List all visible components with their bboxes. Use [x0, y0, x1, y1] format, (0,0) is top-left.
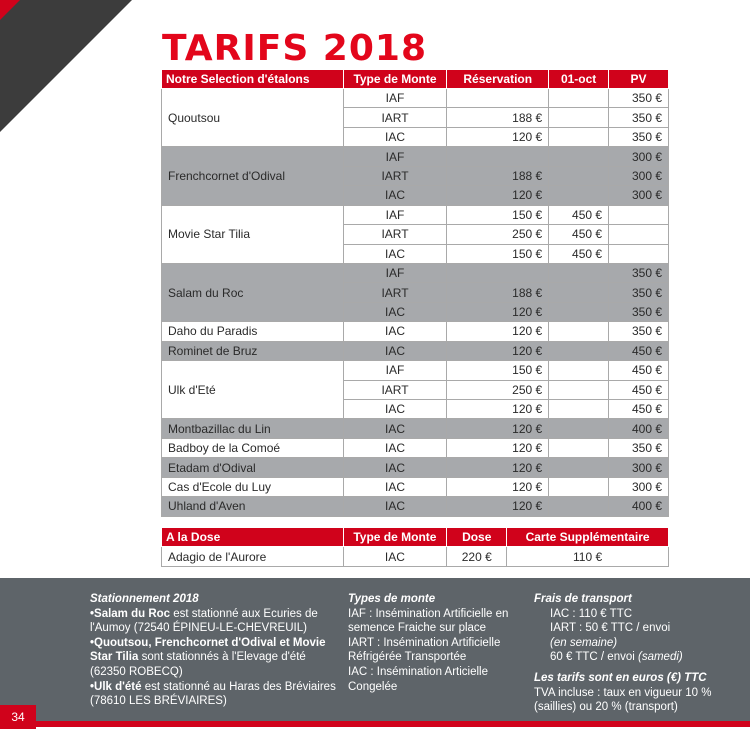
oct-price	[549, 283, 609, 302]
reservation-price: 120 €	[447, 322, 549, 341]
monte-type: IAC	[343, 322, 447, 341]
oct-price	[549, 438, 609, 457]
oct-price	[549, 302, 609, 321]
monte-type: IAF	[343, 89, 447, 108]
reservation-price: 120 €	[447, 186, 549, 205]
reservation-price: 120 €	[447, 341, 549, 360]
reservation-price: 150 €	[447, 244, 549, 263]
stationnement-bold-3: •Ulk d'été	[90, 680, 142, 693]
stallion-name: Frenchcornet d'Odival	[162, 147, 344, 205]
monte-type: IAC	[343, 438, 447, 457]
monte-type: IART	[343, 166, 447, 185]
reservation-price: 120 €	[447, 419, 549, 438]
pv-price	[609, 225, 669, 244]
reservation-price: 120 €	[447, 127, 549, 146]
oct-price	[549, 380, 609, 399]
oct-price: 450 €	[549, 205, 609, 224]
monte-type: IAC	[343, 458, 447, 477]
header-stallion: Notre Selection d'étalons	[162, 70, 344, 89]
pv-price: 300 €	[609, 458, 669, 477]
dose-header-carte: Carte Supplémentaire	[507, 528, 669, 547]
oct-price	[549, 458, 609, 477]
dose-row	[162, 547, 669, 567]
reservation-price	[447, 147, 549, 166]
transport-title: Frais de transport	[534, 593, 632, 605]
page-number: 34	[0, 705, 36, 729]
corner-decoration-red	[0, 0, 20, 20]
header-type: Type de Monte	[343, 70, 447, 89]
header-oct: 01-oct	[549, 70, 609, 89]
dose-header-dose: Dose	[447, 528, 507, 547]
oct-price	[549, 127, 609, 146]
table-row	[162, 322, 669, 341]
stallion-name: Cas d'Ecole du Luy	[162, 477, 344, 496]
transport-section	[534, 592, 734, 715]
dose-price: 220 €	[447, 547, 507, 567]
stationnement-text-1: est stationné aux Ecuries de l'Aumoy (72540 ÉPINEU-LE-CHEVREUIL)	[90, 607, 318, 635]
reservation-price: 250 €	[447, 380, 549, 399]
reservation-price: 250 €	[447, 225, 549, 244]
table-row	[162, 147, 669, 166]
reservation-price	[447, 263, 549, 282]
reservation-price: 150 €	[447, 361, 549, 380]
stallion-name: Ulk d'Eté	[162, 361, 344, 419]
reservation-price: 188 €	[447, 108, 549, 127]
pv-price: 300 €	[609, 186, 669, 205]
reservation-price: 120 €	[447, 400, 549, 419]
pv-price: 350 €	[609, 438, 669, 457]
tarifs-table	[161, 69, 669, 517]
footer-info-panel	[0, 578, 750, 721]
table-row	[162, 477, 669, 496]
reservation-price: 150 €	[447, 205, 549, 224]
monte-type: IAC	[343, 419, 447, 438]
pv-price	[609, 205, 669, 224]
table-row	[162, 263, 669, 282]
monte-type: IART	[343, 283, 447, 302]
monte-type: IAF	[343, 147, 447, 166]
transport-saturday-price: 60 € TTC / envoi	[550, 651, 638, 664]
pv-price: 400 €	[609, 497, 669, 516]
reservation-price: 120 €	[447, 438, 549, 457]
stationnement-title: Stationnement 2018	[90, 593, 199, 605]
stallion-name: Quoutsou	[162, 89, 344, 147]
pv-price: 300 €	[609, 166, 669, 185]
oct-price	[549, 166, 609, 185]
transport-weekday: (en semaine)	[550, 636, 618, 649]
dose-header-type: Type de Monte	[343, 528, 447, 547]
table-row	[162, 438, 669, 457]
stallion-name: Etadam d'Odival	[162, 458, 344, 477]
dose-type: IAC	[343, 547, 447, 567]
stationnement-paragraph-3	[90, 680, 340, 709]
types-monte-title: Types de monte	[348, 593, 436, 605]
pv-price: 450 €	[609, 400, 669, 419]
pv-price: 300 €	[609, 147, 669, 166]
pv-price: 350 €	[609, 127, 669, 146]
monte-type: IART	[343, 225, 447, 244]
tarifs-body	[162, 89, 669, 517]
tarifs-header-row	[162, 70, 669, 89]
oct-price: 450 €	[549, 244, 609, 263]
dose-carte: 110 €	[507, 547, 669, 567]
euros-title: Les tarifs sont en euros (€) TTC	[534, 671, 707, 684]
stationnement-section	[90, 592, 340, 709]
pv-price: 350 €	[609, 302, 669, 321]
reservation-price: 120 €	[447, 302, 549, 321]
dose-header-row	[162, 528, 669, 547]
table-row	[162, 361, 669, 380]
stallion-name: Salam du Roc	[162, 263, 344, 321]
header-reservation: Réservation	[447, 70, 549, 89]
pv-price: 350 €	[609, 283, 669, 302]
stationnement-text-2: sont stationnés à l'Elevage d'été (62350 ROBECQ)	[90, 651, 306, 678]
page-title: TARIFS 2018	[162, 28, 427, 69]
oct-price: 450 €	[549, 225, 609, 244]
pv-price: 300 €	[609, 477, 669, 496]
transport-saturday	[534, 650, 734, 665]
stallion-name: Montbazillac du Lin	[162, 419, 344, 438]
pv-price: 350 €	[609, 89, 669, 108]
oct-price	[549, 400, 609, 419]
stationnement-bold-1: •Salam du Roc	[90, 607, 171, 620]
stallion-name: Rominet de Bruz	[162, 341, 344, 360]
pv-price: 400 €	[609, 419, 669, 438]
oct-price	[549, 361, 609, 380]
oct-price	[549, 497, 609, 516]
table-row	[162, 458, 669, 477]
types-monte-line-iac: IAC : Insémination Articielle Congelée	[348, 665, 488, 693]
dose-header-name: A la Dose	[162, 528, 344, 547]
monte-type: IAF	[343, 205, 447, 224]
oct-price	[549, 419, 609, 438]
monte-type: IAC	[343, 497, 447, 516]
tva-note: TVA incluse : taux en vigueur 10 % (saillies) ou 20 % (transport)	[534, 686, 712, 714]
table-row	[162, 89, 669, 108]
oct-price	[549, 263, 609, 282]
table-row	[162, 205, 669, 224]
pv-price	[609, 244, 669, 263]
reservation-price: 120 €	[447, 497, 549, 516]
monte-type: IAC	[343, 341, 447, 360]
pv-price: 350 €	[609, 263, 669, 282]
transport-iac: IAC : 110 € TTC	[550, 607, 633, 620]
pv-price: 450 €	[609, 361, 669, 380]
reservation-price: 188 €	[447, 166, 549, 185]
monte-type: IAF	[343, 263, 447, 282]
monte-type: IAC	[343, 477, 447, 496]
monte-type: IAC	[343, 400, 447, 419]
reservation-price: 188 €	[447, 283, 549, 302]
table-row	[162, 419, 669, 438]
types-monte-line-iaf: IAF : Insémination Artificielle en semence Fraiche sur place	[348, 607, 509, 635]
stationnement-paragraph-1	[90, 607, 340, 636]
dose-table	[161, 527, 669, 567]
dose-stallion-name: Adagio de l'Aurore	[162, 547, 344, 567]
table-row	[162, 497, 669, 516]
oct-price	[549, 147, 609, 166]
stationnement-paragraph-2	[90, 636, 340, 680]
transport-iart: IART : 50 € TTC / envoi	[550, 622, 671, 635]
monte-type: IAC	[343, 127, 447, 146]
oct-price	[549, 341, 609, 360]
header-pv: PV	[609, 70, 669, 89]
pv-price: 450 €	[609, 380, 669, 399]
oct-price	[549, 89, 609, 108]
oct-price	[549, 322, 609, 341]
reservation-price	[447, 89, 549, 108]
monte-type: IAF	[343, 361, 447, 380]
stationnement-text-3: est stationné au Haras des Bréviaires (78610 LES BRÉVIAIRES)	[90, 680, 336, 708]
stationnement-bold-2: •Quoutsou, Frenchcornet d'Odival et Movie Star Tilia	[90, 636, 326, 664]
pv-price: 350 €	[609, 108, 669, 127]
types-monte-line-iart: IART : Insémination Artificielle Réfrigérée Transportée	[348, 636, 501, 664]
stallion-name: Daho du Paradis	[162, 322, 344, 341]
pv-price: 350 €	[609, 322, 669, 341]
transport-saturday-label: (samedi)	[638, 651, 683, 664]
monte-type: IART	[343, 380, 447, 399]
stallion-name: Uhland d'Aven	[162, 497, 344, 516]
reservation-price: 120 €	[447, 477, 549, 496]
stallion-name: Badboy de la Comoé	[162, 438, 344, 457]
table-row	[162, 341, 669, 360]
oct-price	[549, 477, 609, 496]
monte-type: IAC	[343, 244, 447, 263]
monte-type: IART	[343, 108, 447, 127]
oct-price	[549, 108, 609, 127]
types-monte-section	[348, 592, 523, 694]
stallion-name: Movie Star Tilia	[162, 205, 344, 263]
monte-type: IAC	[343, 302, 447, 321]
reservation-price: 120 €	[447, 458, 549, 477]
footer-red-stripe	[0, 721, 750, 727]
monte-type: IAC	[343, 186, 447, 205]
oct-price	[549, 186, 609, 205]
pv-price: 450 €	[609, 341, 669, 360]
